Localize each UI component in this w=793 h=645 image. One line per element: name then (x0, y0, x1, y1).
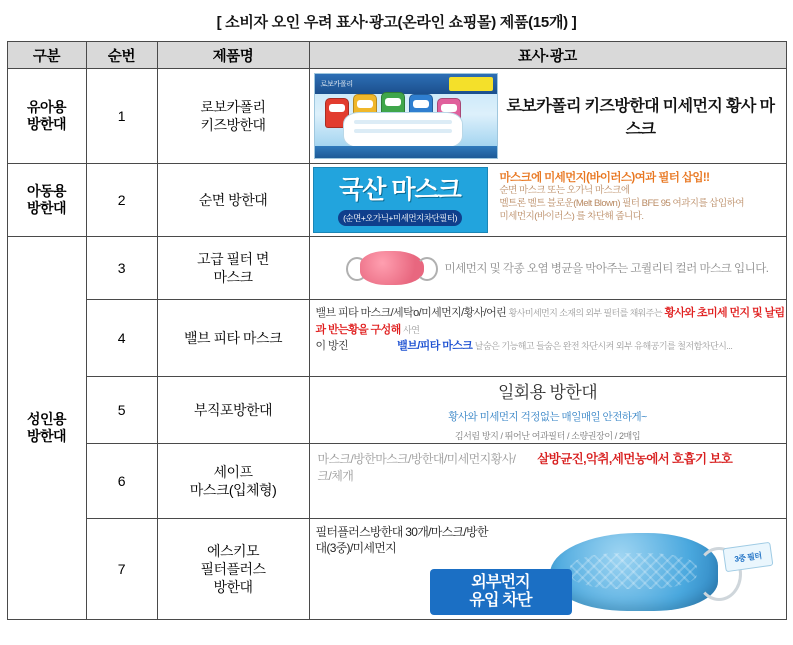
product-name: 부직포방한대 (157, 377, 309, 444)
page-title: [ 소비자 오인 우려 표사·광고(온라인 쇼핑몰) 제품(15개) ] (216, 14, 577, 31)
badge-line-1: 외부먼지 (471, 573, 530, 591)
column-header-product: 제품명 (157, 42, 309, 69)
category-cell-adult: 성인용 방한대 (7, 237, 86, 620)
ad-content-nonwoven (310, 377, 786, 443)
ad-line: 밸브 피타 마스크/세탁o/미세먼지/황사/어린 (315, 307, 507, 319)
table-row (7, 69, 786, 164)
column-header-ad: 표사·광고 (309, 42, 786, 69)
badge-line-2: 유입 차단 (469, 592, 532, 609)
ad-banner (313, 167, 488, 233)
ad-cell (309, 300, 786, 377)
row-number: 4 (86, 300, 157, 377)
ad-content-eskimo (310, 519, 786, 619)
ad-text-block (492, 164, 786, 236)
product-name: 에스키모 필터플러스 방한대 (157, 519, 309, 620)
banner-title: 국산 마스크 (339, 176, 461, 204)
ad-text: 미세먼지 및 각종 오염 병균을 막아주는 고퀄리티 컬러 마스크 입니다. (444, 263, 769, 275)
product-name: 고급 필터 면 마스크 (157, 237, 309, 300)
ad-caption: 로보카폴리 키즈방한대 미세먼지 황사 마스크 (506, 98, 775, 138)
mask-photo-blue (550, 533, 718, 611)
table-row (7, 377, 786, 444)
package-top-label: 로보카폴리 (320, 81, 353, 88)
filter-tag: 3중 필터 (722, 542, 773, 572)
row-number: 5 (86, 377, 157, 444)
package-badge (449, 77, 493, 91)
column-header-category: 구분 (7, 42, 86, 69)
ad-bullets: 김서림 방지 / 뛰어난 여과필터 / 소량권장이 / 2매입 (454, 431, 641, 441)
row-number: 3 (86, 237, 157, 300)
ad-line-highlight-blue: 밸브/피타 마스크 (397, 340, 473, 352)
ad-line-highlight: 황사와 초미세 먼지 및 날림과 반는황을 구성해 (315, 307, 785, 336)
ear-loop-right (416, 257, 438, 281)
ad-line-small: 날숨은 기능해고 들숨은 완전 차단시켜 외부 유해공기를 철저함차단시... (474, 341, 733, 351)
ad-cell (309, 164, 786, 237)
row-number: 1 (86, 69, 157, 164)
ad-content-safe-mask (310, 444, 787, 518)
ad-content-roboca (310, 69, 786, 163)
ad-line: 마스크/방한마스크/방한대/미세먼지황사/ (317, 452, 516, 466)
mask-photo (343, 112, 463, 148)
ad-cell (309, 519, 786, 620)
ad-headline: 일회용 방한대 (497, 383, 598, 402)
product-name: 순면 방한대 (157, 164, 309, 237)
ad-line: 순면 마스크 또는 오가닉 마스크에 (499, 185, 630, 196)
product-name: 밸브 피타 마스크 (157, 300, 309, 377)
ad-line: 멜트론 멜트 블로운(Melt Blown) 필터 BFE 95 여과지를 삽입하여 (499, 197, 744, 209)
category-cell-child: 아동용 방한대 (7, 164, 86, 237)
banner-subtitle: (순면+오가닉+미세먼지차단필터) (338, 210, 462, 226)
ad-line: 크/체개 (317, 469, 354, 484)
product-name: 세이프 마스크(입체형) (157, 444, 309, 519)
ad-subline: 황사와 미세먼지 걱정없는 매일매일 안전하게~ (448, 411, 647, 423)
package-bottombar (315, 146, 497, 158)
ad-cell (309, 69, 786, 164)
ad-content-premium-filter (310, 237, 786, 299)
package-photo (314, 73, 498, 159)
ad-cell (309, 444, 786, 519)
ad-content-valve-pita (310, 300, 787, 376)
ad-headline: 마스크에 미세먼지(바이러스)여과 필터 삽입!! (499, 172, 710, 184)
table-row (7, 519, 786, 620)
table-row (7, 164, 786, 237)
ad-cell (309, 237, 786, 300)
row-number: 7 (86, 519, 157, 620)
ad-badge (430, 569, 572, 615)
column-header-number: 순번 (86, 42, 157, 69)
table-row (7, 237, 786, 300)
mask-photo-pink (346, 245, 438, 291)
table-row (7, 300, 786, 377)
ad-line-small: 황사미세먼지 소재의 외부 필터를 채워주는 (508, 308, 662, 318)
table-row (7, 444, 786, 519)
row-number: 2 (86, 164, 157, 237)
mask-body (360, 251, 424, 285)
category-cell-infant: 유아용 방한대 (7, 69, 86, 164)
ad-content-cotton (310, 164, 786, 236)
ad-line: 미세먼지(바이러스) 를 차단해 줍니다. (499, 210, 644, 222)
product-name: 로보카폴리 키즈방한대 (157, 69, 309, 164)
table-header-row (7, 42, 786, 69)
ad-cell (309, 377, 786, 444)
row-number: 6 (86, 444, 157, 519)
ad-line-highlight: 살방균진,악취,세먼농에서 호흡기 보호 (537, 452, 733, 466)
product-table (7, 41, 787, 620)
ad-heading: 필터플러스방한대 30개/마스크/방한 대(3중)/미세먼지 (315, 525, 488, 556)
ad-line-tail: 사연 (403, 324, 420, 335)
ad-line: 이 방진 (315, 340, 349, 352)
